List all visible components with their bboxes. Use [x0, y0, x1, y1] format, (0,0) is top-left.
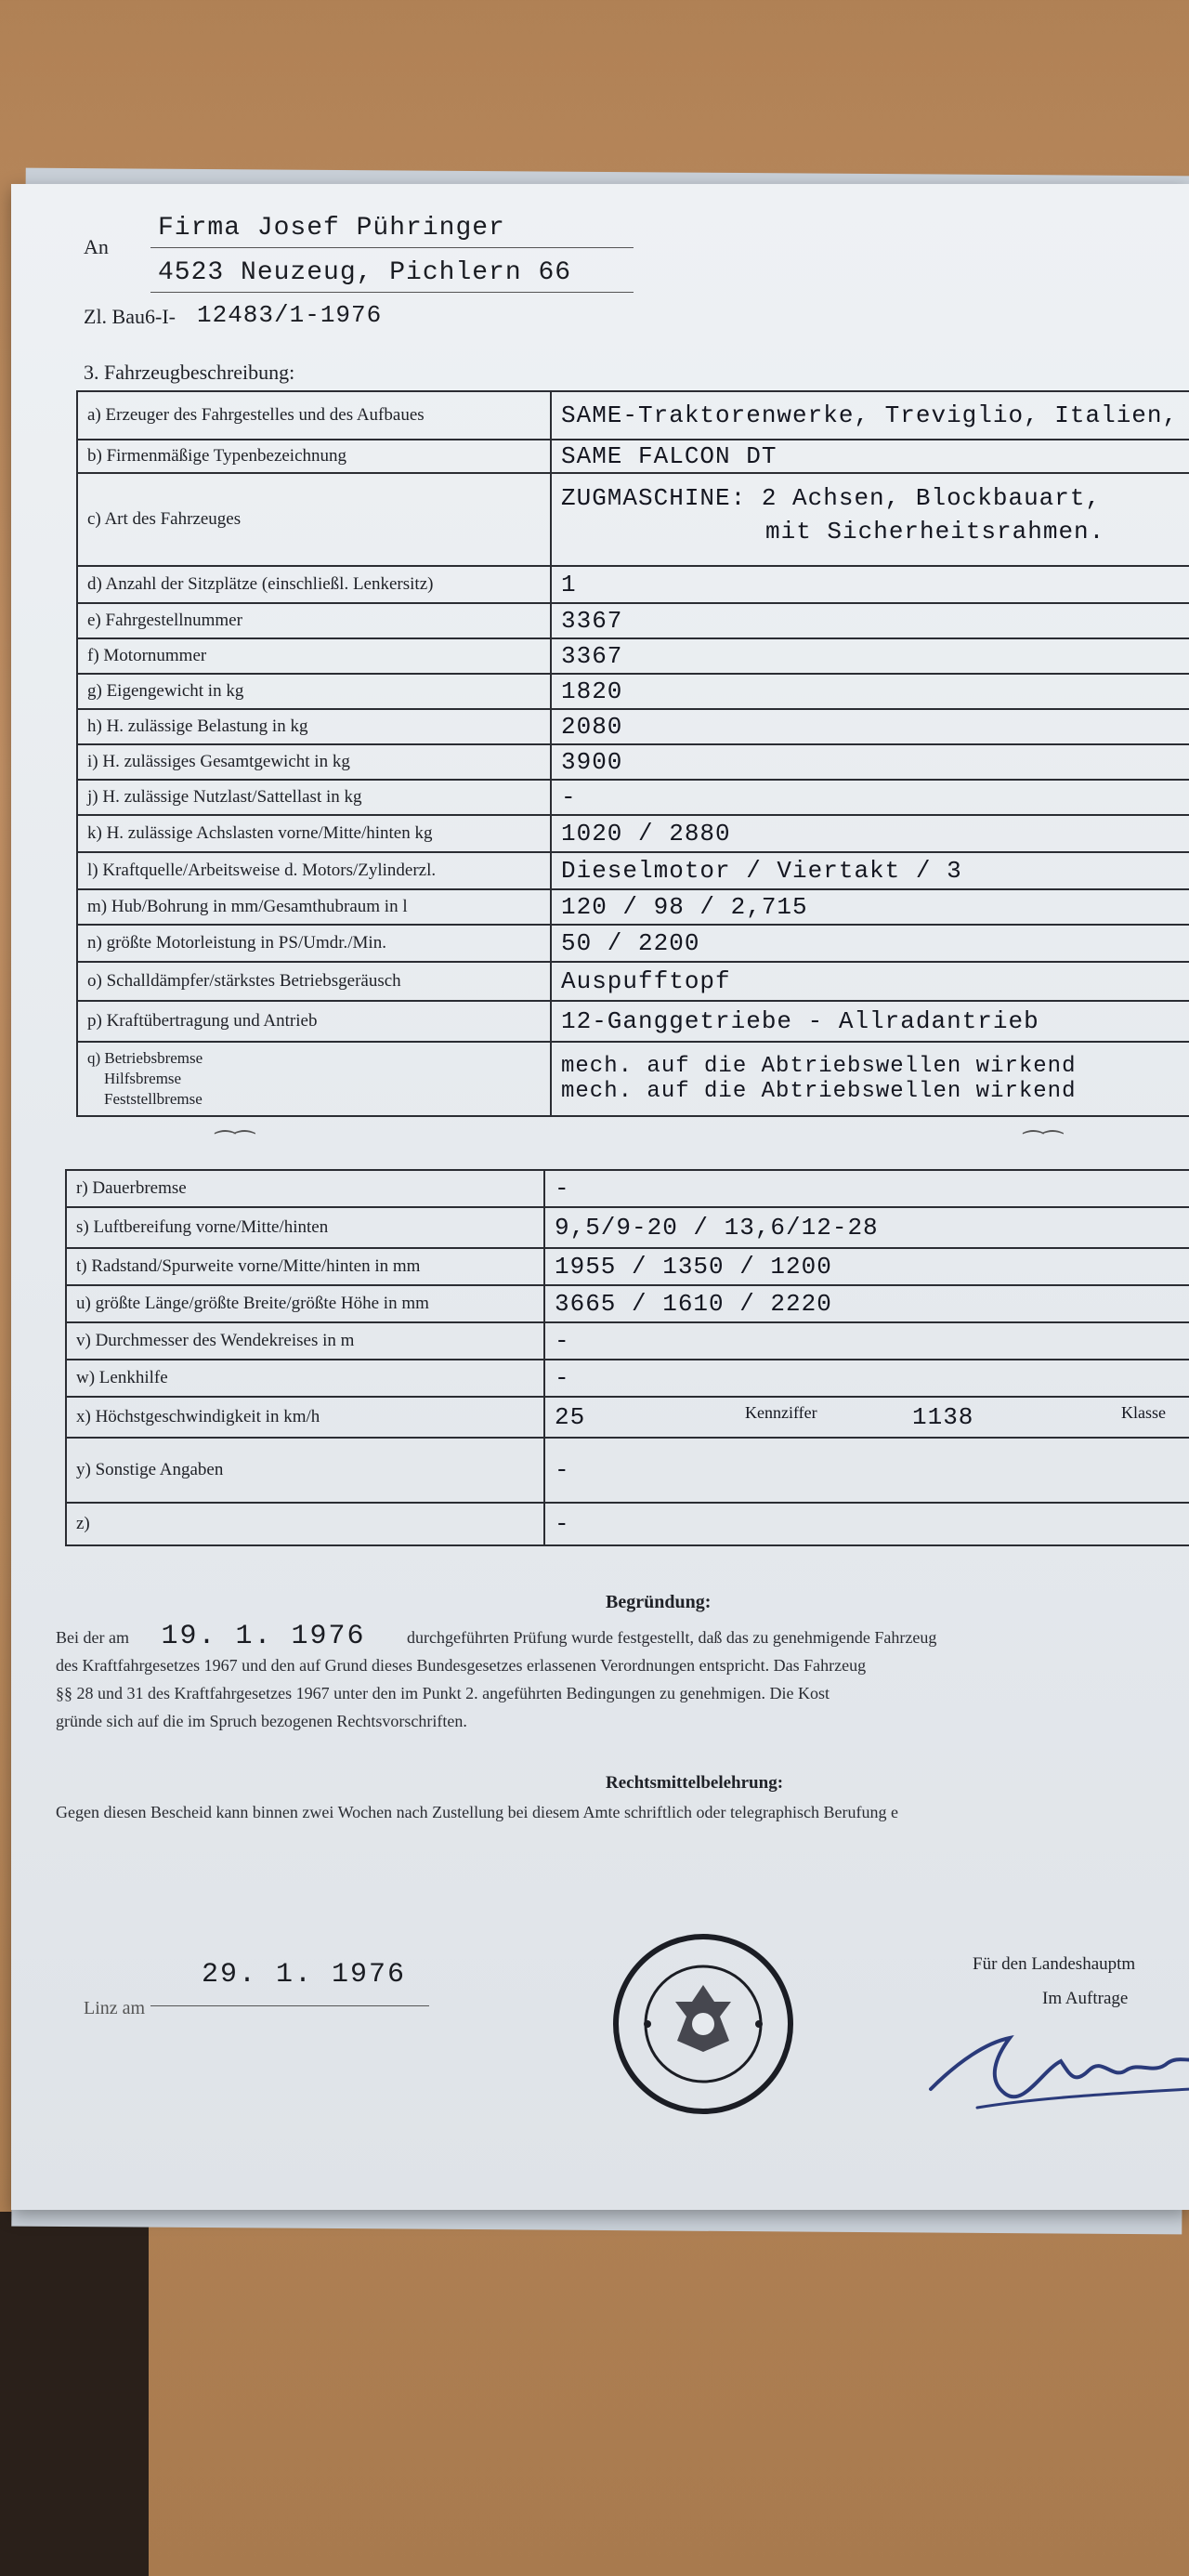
table-row: [77, 889, 1189, 925]
reference-value: 12483/1-1976: [197, 301, 383, 329]
row-value: 3665 / 1610 / 2220: [544, 1285, 1189, 1322]
authority-label: Für den Landeshauptm: [973, 1954, 1136, 1974]
table-row: [66, 1438, 1189, 1503]
row-label: k) H. zulässige Achslasten vorne/Mitte/hinten kg: [77, 815, 551, 852]
reasons-prefix: Bei der am: [56, 1628, 129, 1647]
row-value: -: [551, 780, 1189, 815]
row-value: mech. auf die Abtriebswellen wirkend: [561, 1079, 1077, 1104]
row-label: v) Durchmesser des Wendekreises in m: [66, 1322, 544, 1360]
issue-date: 29. 1. 1976: [202, 1959, 407, 1991]
row-value: mit Sicherheitsrahmen.: [765, 518, 1105, 545]
row-label: Hilfsbremse: [104, 1070, 182, 1087]
table-row: [77, 1001, 1189, 1042]
row-label: y) Sonstige Angaben: [66, 1438, 544, 1503]
reasons-body: [56, 1623, 936, 1735]
row-value: -: [544, 1503, 1189, 1545]
place-label: Linz am: [84, 1998, 146, 2018]
reference-label: Zl. Bau6-I-: [84, 305, 176, 328]
row-label: f) Motornummer: [77, 638, 551, 674]
recipient-address: 4523 Neuzeug, Pichlern 66: [158, 258, 572, 287]
order-label: Im Auftrage: [1042, 1989, 1129, 2008]
table-row: [66, 1322, 1189, 1360]
row-value: 3367: [551, 603, 1189, 638]
row-value: ZUGMASCHINE: 2 Achsen, Blockbauart,: [561, 484, 1102, 512]
table-row: [66, 1207, 1189, 1248]
table-row: [77, 962, 1189, 1001]
row-label: o) Schalldämpfer/stärkstes Betriebsgeräusch: [77, 962, 551, 1001]
row-value: 1: [551, 566, 1189, 603]
row-label: s) Luftbereifung vorne/Mitte/hinten: [66, 1207, 544, 1248]
table-row: [77, 391, 1189, 440]
row-label: w) Lenkhilfe: [66, 1360, 544, 1397]
row-value: Dieselmotor / Viertakt / 3: [551, 852, 1189, 889]
row-label: b) Firmenmäßige Typenbezeichnung: [77, 440, 551, 473]
row-value: 1955 / 1350 / 1200: [544, 1248, 1189, 1285]
code-label: Kennziffer: [745, 1403, 817, 1422]
table-row: [66, 1285, 1189, 1322]
row-label: u) größte Länge/größte Breite/größte Höhe in mm: [66, 1285, 544, 1322]
vehicle-table-2: [65, 1169, 1189, 1546]
smudge-mark: ⁀⁀: [216, 1130, 255, 1158]
table-row: [77, 925, 1189, 962]
remedy-body: Gegen diesen Bescheid kann binnen zwei Wochen nach Zustellung bei diesem Amte schriftlich oder telegraphisch Berufung e: [56, 1803, 898, 1821]
table-row: [66, 1503, 1189, 1545]
row-value: SAME FALCON DT: [551, 440, 1189, 473]
table-row: [77, 852, 1189, 889]
table-row: [77, 815, 1189, 852]
table-row: [77, 638, 1189, 674]
row-value: 1820: [551, 674, 1189, 709]
official-stamp-icon: [610, 1931, 796, 2117]
reasons-line: des Kraftfahrgesetzes 1967 und den auf Grund dieses Bundesgesetzes erlassenen Verordnungen entspricht. Das Fahrzeug: [56, 1656, 867, 1675]
row-label: n) größte Motorleistung in PS/Umdr./Min.: [77, 925, 551, 962]
class-label: Klasse: [1121, 1403, 1166, 1422]
document-page: [11, 184, 1189, 2210]
row-label: z): [66, 1503, 544, 1545]
recipient-prefix: An: [84, 235, 109, 258]
row-value: SAME-Traktorenwerke, Treviglio, Italien,: [551, 391, 1189, 440]
row-label: x) Höchstgeschwindigkeit in km/h: [66, 1397, 544, 1438]
table-row: [77, 709, 1189, 744]
reasons-line: §§ 28 und 31 des Kraftfahrgesetzes 1967 unter den im Punkt 2. angeführten Bedingungen zu genehmigen. Die Kost: [56, 1684, 830, 1702]
row-value: 12-Ganggetriebe - Allradantrieb: [551, 1001, 1189, 1042]
reasons-line: [56, 1623, 936, 1651]
row-value: 2080: [551, 709, 1189, 744]
row-value: 1020 / 2880: [551, 815, 1189, 852]
row-label: j) H. zulässige Nutzlast/Sattellast in kg: [77, 780, 551, 815]
row-label: e) Fahrgestellnummer: [77, 603, 551, 638]
table-row: [77, 473, 1189, 566]
row-label: m) Hub/Bohrung in mm/Gesamthubraum in l: [77, 889, 551, 925]
section-title: 3. Fahrzeugbeschreibung:: [84, 361, 295, 384]
row-value: 3900: [551, 744, 1189, 780]
row-value: Auspufftopf: [551, 962, 1189, 1001]
row-label: i) H. zulässiges Gesamtgewicht in kg: [77, 744, 551, 780]
date-underline: [150, 2005, 429, 2006]
table-row: [77, 603, 1189, 638]
remedy-heading: Rechtsmittelbelehrung:: [606, 1773, 784, 1793]
table-row: [77, 780, 1189, 815]
recipient-name: Firma Josef Pühringer: [158, 214, 505, 243]
row-value-multiline: [551, 473, 1189, 566]
table-row: [77, 1042, 1189, 1116]
table-row: [66, 1170, 1189, 1207]
table-row: [77, 566, 1189, 603]
table-row: [66, 1397, 1189, 1438]
table-row: [77, 744, 1189, 780]
row-value: -: [544, 1438, 1189, 1503]
exam-date: 19. 1. 1976: [161, 1621, 366, 1652]
table-surface: [0, 2212, 149, 2576]
row-value: -: [544, 1360, 1189, 1397]
row-value-multiline: [551, 1042, 1189, 1116]
smudge-mark: ⁀⁀: [1024, 1130, 1063, 1158]
row-value-speed: [544, 1397, 1189, 1438]
row-label: a) Erzeuger des Fahrgestelles und des Aufbaues: [77, 391, 551, 440]
address-underline: [150, 292, 634, 293]
address-underline: [150, 247, 634, 248]
signature-icon: [921, 2005, 1189, 2126]
row-label: l) Kraftquelle/Arbeitsweise d. Motors/Zylinderzl.: [77, 852, 551, 889]
reasons-heading: Begründung:: [606, 1592, 712, 1612]
table-row: [66, 1248, 1189, 1285]
row-label: c) Art des Fahrzeuges: [77, 473, 551, 566]
row-label: d) Anzahl der Sitzplätze (einschließl. Lenkersitz): [77, 566, 551, 603]
row-label: p) Kraftübertragung und Antrieb: [77, 1001, 551, 1042]
row-label-multiline: [77, 1042, 551, 1116]
row-value: -: [544, 1170, 1189, 1207]
row-label: q) Betriebsbremse: [87, 1049, 203, 1067]
row-value: 3367: [551, 638, 1189, 674]
table-row: [77, 440, 1189, 473]
row-value: 50 / 2200: [551, 925, 1189, 962]
row-label: g) Eigengewicht in kg: [77, 674, 551, 709]
table-row: [77, 674, 1189, 709]
row-value: 120 / 98 / 2,715: [551, 889, 1189, 925]
row-label: h) H. zulässige Belastung in kg: [77, 709, 551, 744]
row-label: t) Radstand/Spurweite vorne/Mitte/hinten in mm: [66, 1248, 544, 1285]
reasons-suffix: durchgeführten Prüfung wurde festgestellt, daß das zu genehmigende Fahrzeug: [407, 1628, 937, 1647]
row-value: mech. auf die Abtriebswellen wirkend: [561, 1054, 1077, 1079]
row-label: r) Dauerbremse: [66, 1170, 544, 1207]
row-value: 9,5/9-20 / 13,6/12-28: [544, 1207, 1189, 1248]
vehicle-table-1: [76, 390, 1189, 1117]
reasons-line: gründe sich auf die im Spruch bezogenen Rechtsvorschriften.: [56, 1712, 467, 1730]
table-row: [66, 1360, 1189, 1397]
code-value: 1138: [912, 1403, 974, 1431]
row-value: -: [544, 1322, 1189, 1360]
row-label: Feststellbremse: [104, 1090, 203, 1108]
row-value: 25: [555, 1403, 586, 1431]
